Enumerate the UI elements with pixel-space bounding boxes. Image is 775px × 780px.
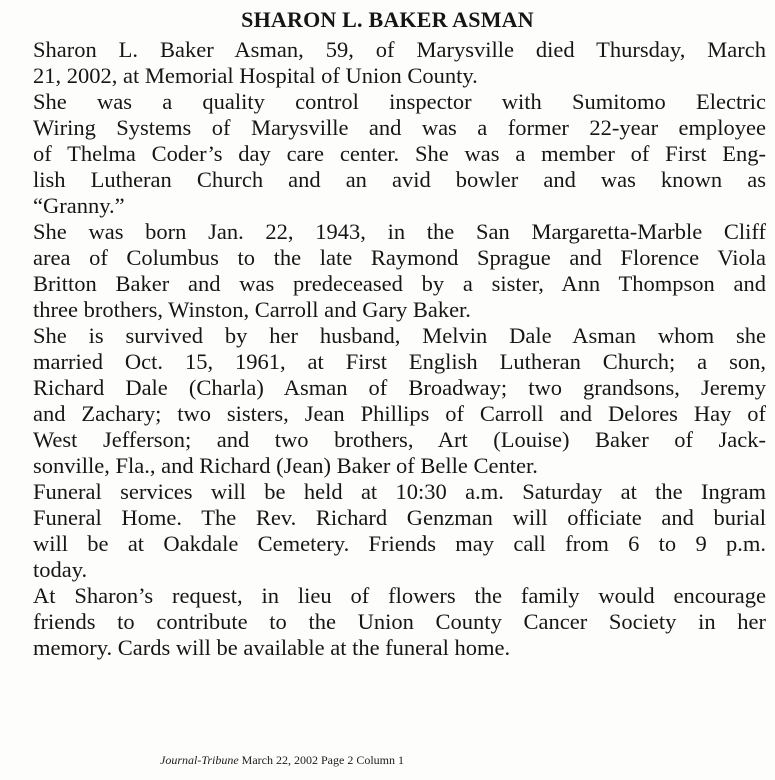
text-line: She was born Jan. 22, 1943, in the San Margaretta-Marble Cliff — [33, 219, 766, 244]
text-line: today. — [33, 557, 88, 582]
paragraph-occupation — [11, 89, 766, 219]
text-line: memory. Cards will be available at the funeral home. — [33, 635, 511, 660]
text-line: area of Columbus to the late Raymond Sprague and Florence Viola — [33, 245, 766, 270]
paragraph-services — [11, 479, 766, 583]
text-line: married Oct. 15, 1961, at First English Lutheran Church; a son, — [33, 349, 766, 374]
text-line: At Sharon’s request, in lieu of flowers the family would encourage — [33, 583, 766, 608]
text-line: Funeral services will be held at 10:30 a.m. Saturday at the Ingram — [33, 479, 766, 504]
obituary-headline: SHARON L. BAKER ASMAN — [241, 7, 534, 32]
paragraph-birth — [11, 219, 766, 323]
text-line: three brothers, Winston, Carroll and Gary Baker. — [33, 297, 471, 322]
text-line: will be at Oakdale Cemetery. Friends may call from 6 to 9 p.m. — [33, 531, 766, 556]
publication-details: March 22, 2002 Page 2 Column 1 — [241, 753, 404, 767]
text-line: She is survived by her husband, Melvin Dale Asman whom she — [33, 323, 766, 348]
text-line: Richard Dale (Charla) Asman of Broadway; two grandsons, Jeremy — [33, 375, 766, 400]
paragraph-memorial-request — [11, 583, 766, 661]
text-line: Sharon L. Baker Asman, 59, of Marysville died Thursday, March — [33, 37, 766, 62]
text-line: lish Lutheran Church and an avid bowler and was known as — [33, 167, 766, 192]
text-line: and Zachary; two sisters, Jean Phillips of Carroll and Delores Hay of — [33, 401, 766, 426]
text-line: Wiring Systems of Marysville and was a former 22-year employee — [33, 115, 766, 140]
obituary-body — [11, 37, 766, 661]
text-line: sonville, Fla., and Richard (Jean) Baker of Belle Center. — [33, 453, 538, 478]
paragraph-survivors — [11, 323, 766, 479]
text-line: She was a quality control inspector with Sumitomo Electric — [33, 89, 766, 114]
text-line: Britton Baker and was predeceased by a sister, Ann Thompson and — [33, 271, 766, 296]
newspaper-name: Journal-Tribune — [160, 753, 239, 767]
text-line: 21, 2002, at Memorial Hospital of Union County. — [33, 63, 478, 88]
text-line: “Granny.” — [33, 193, 125, 218]
paragraph-death-notice — [11, 37, 766, 89]
text-line: friends to contribute to the Union County Cancer Society in her — [33, 609, 766, 634]
text-line: Funeral Home. The Rev. Richard Genzman will officiate and burial — [33, 505, 766, 530]
source-caption — [160, 752, 404, 768]
text-line: of Thelma Coder’s day care center. She was a member of First Eng- — [33, 141, 766, 166]
text-line: West Jefferson; and two brothers, Art (Louise) Baker of Jack- — [33, 427, 766, 452]
